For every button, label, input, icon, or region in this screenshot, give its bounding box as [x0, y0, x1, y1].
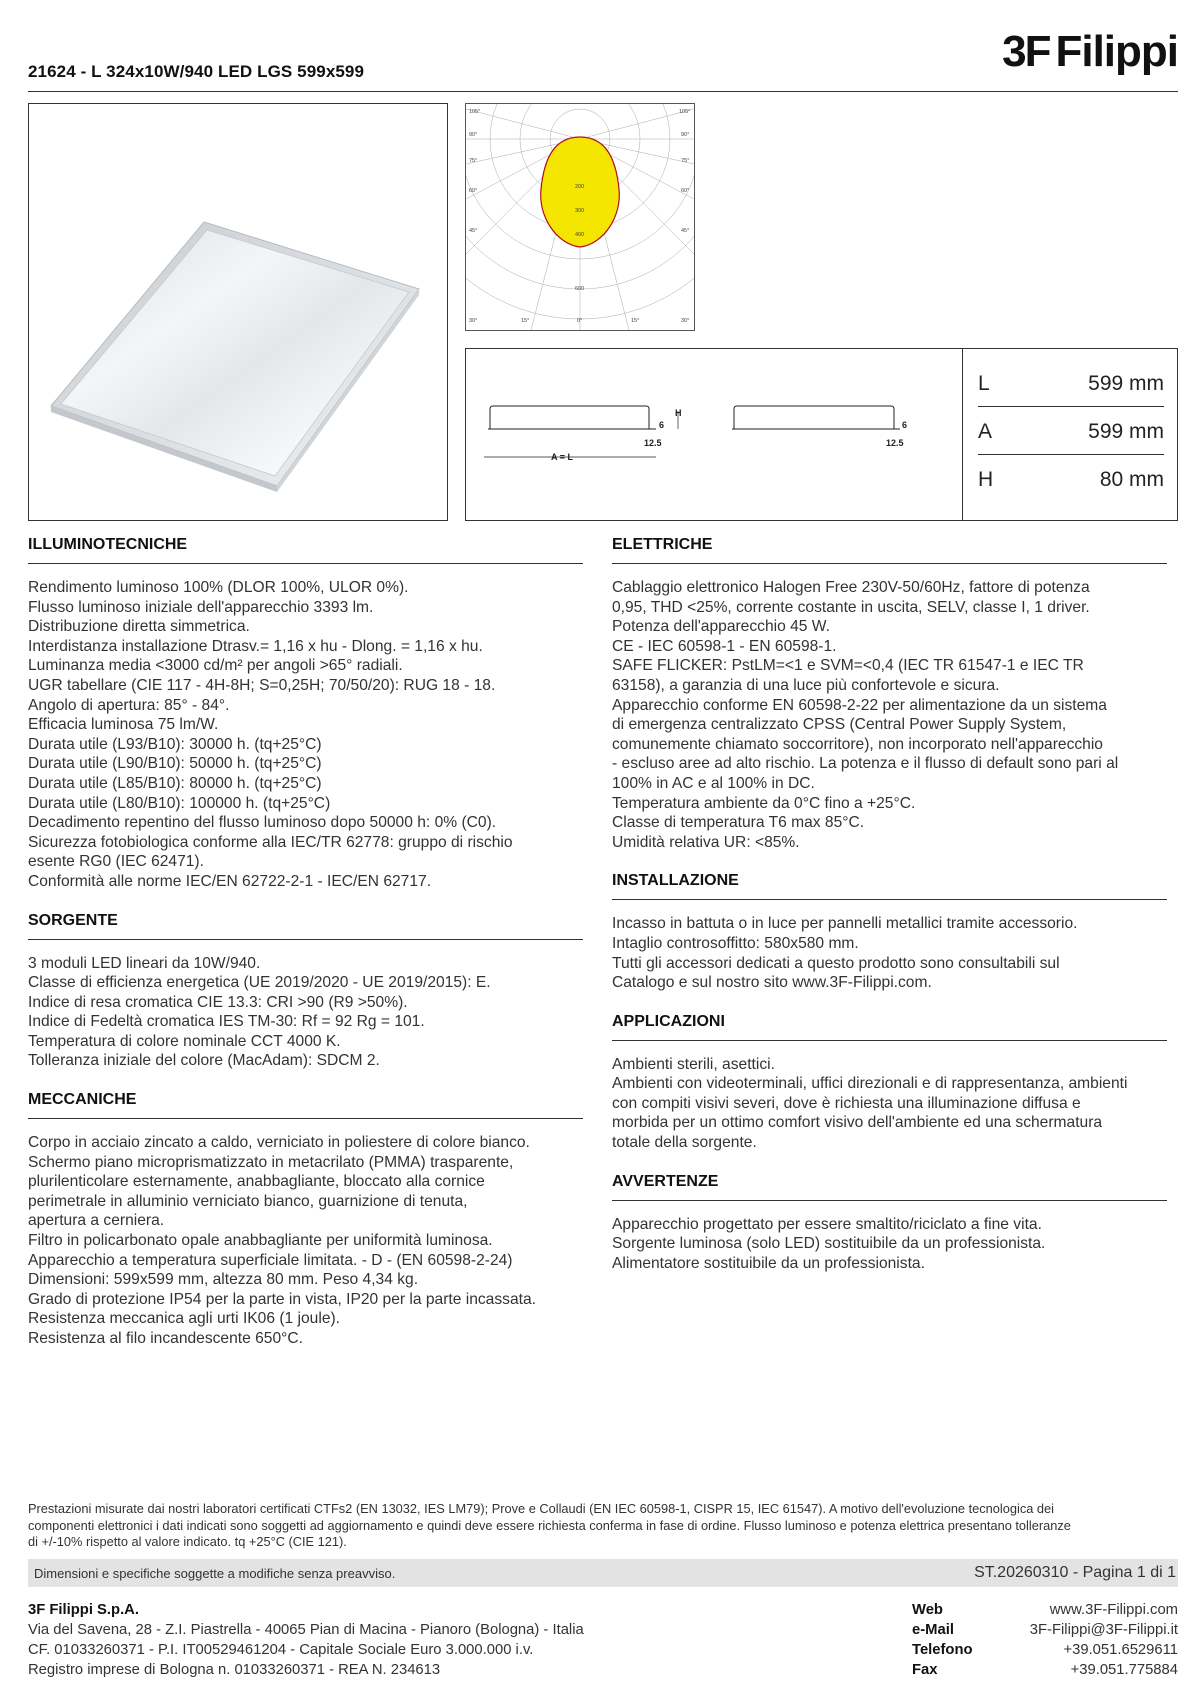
section-title: AVVERTENZE	[612, 1167, 1167, 1201]
svg-text:60°: 60°	[469, 188, 478, 194]
spec-line: con compiti visivi severi, dove è richiesta una illuminazione diffusa e	[612, 1094, 1081, 1112]
offset-label-left: 12.5	[644, 438, 662, 448]
spec-line: Schermo piano microprismatizzato in metacrilato (PMMA) trasparente,	[28, 1153, 514, 1171]
spec-line: Tutti gli accessori dedicati a questo prodotto sono consultabili sul	[612, 954, 1060, 972]
specs-left-column	[28, 530, 583, 1363]
height-label: H	[675, 408, 682, 418]
spec-line: Angolo di apertura: 85° - 84°.	[28, 696, 230, 714]
section-title: MECCANICHE	[28, 1085, 583, 1119]
section-applicazioni	[612, 1007, 1167, 1153]
spec-line: Apparecchio progettato per essere smaltito/riciclato a fine vita.	[612, 1215, 1042, 1233]
svg-text:45°: 45°	[469, 228, 478, 234]
polar-bottom-labels	[521, 318, 639, 324]
contact-label: Telefono	[912, 1642, 973, 1658]
spec-line: Apparecchio conforme EN 60598-2-22 per alimentazione da un sistema	[612, 696, 1107, 714]
spec-line: Alimentatore sostituibile da un professionista.	[612, 1254, 925, 1272]
spec-line: Indice di resa cromatica CIE 13.3: CRI >90 (R9 >50%).	[28, 993, 408, 1011]
section-title: ELETTRICHE	[612, 530, 1167, 564]
spec-line: Grado di protezione IP54 per la parte in vista, IP20 per la parte incassata.	[28, 1290, 536, 1308]
measurement-footnote	[28, 1501, 1178, 1551]
spec-line: totale della sorgente.	[612, 1134, 757, 1152]
footnote-line: Prestazioni misurate dai nostri laboratori certificati CTFs2 (EN 13032, IES LM79); Prove e Collaudi (EN IEC 60598-1, CISPR 15, IEC 61547). A motivo dell'evoluzione tecnologica dei	[28, 1501, 1054, 1516]
spec-line: Temperatura ambiente da 0°C fino a +25°C.	[612, 794, 916, 812]
contact-info	[912, 1600, 1178, 1680]
spec-line: Durata utile (L80/B10): 100000 h. (tq+25°C)	[28, 794, 331, 812]
page-info: ST.20260310 - Pagina 1 di 1	[974, 1564, 1176, 1581]
section-avvertenze	[612, 1167, 1167, 1274]
spec-line: Ambienti sterili, asettici.	[612, 1055, 775, 1073]
svg-text:45°: 45°	[681, 228, 690, 234]
section-title: ILLUMINOTECNICHE	[28, 530, 583, 564]
spec-line: Resistenza al filo incandescente 650°C.	[28, 1330, 303, 1347]
spec-line: Incasso in battuta o in luce per pannelli metallici tramite accessorio.	[612, 915, 1078, 933]
spec-line: 63158), a garanzia di una luce più confortevole e sicura.	[612, 676, 1000, 694]
spec-line: Dimensioni: 599x599 mm, altezza 80 mm. Peso 4,34 kg.	[28, 1271, 419, 1289]
spec-line: UGR tabellare (CIE 117 - 4H-8H; S=0,25H; 70/50/20): RUG 18 - 18.	[28, 676, 496, 694]
section-body	[612, 900, 1167, 992]
six-label-right: 6	[902, 420, 908, 430]
section-sorgente	[28, 906, 583, 1072]
spec-line: Decadimento repentino del flusso luminoso dopo 50000 h: 0% (C0).	[28, 814, 497, 832]
contact-label: Web	[912, 1602, 943, 1618]
polar-diagram	[465, 103, 695, 331]
spec-line: CE - IEC 60598-1 - EN 60598-1.	[612, 637, 837, 655]
spec-line: Sicurezza fotobiologica conforme alla IEC/TR 62778: gruppo di rischio	[28, 833, 513, 851]
spec-line: Durata utile (L93/B10): 30000 h. (tq+25°C)	[28, 735, 322, 753]
spec-line: Classe di efficienza energetica (UE 2019/2020 - UE 2019/2015): E.	[28, 974, 491, 992]
company-line: CF. 01033260371 - P.I. IT00529461204 - Capitale Sociale Euro 3.000.000 i.v.	[28, 1642, 534, 1658]
spec-line: Efficacia luminosa 75 lm/W.	[28, 716, 219, 734]
section-body	[612, 1201, 1167, 1274]
disclaimer-bar	[28, 1559, 1178, 1587]
spec-line: Resistenza meccanica agli urti IK06 (1 joule).	[28, 1310, 341, 1328]
contact-row	[912, 1600, 1178, 1620]
section-title: INSTALLAZIONE	[612, 866, 1167, 900]
company-line: Via del Savena, 28 - Z.I. Piastrella - 40065 Pian di Macina - Pianoro (Bologna) - Italia	[28, 1622, 584, 1638]
technical-drawing	[466, 349, 962, 520]
contact-value[interactable]: www.3F-Filippi.com	[1049, 1602, 1178, 1618]
section-illuminotecniche	[28, 530, 583, 892]
section-title: APPLICAZIONI	[612, 1007, 1167, 1041]
svg-text:90°: 90°	[469, 132, 478, 138]
polar-right-labels	[679, 109, 690, 324]
spec-line: Classe di temperatura T6 max 85°C.	[612, 814, 865, 832]
section-body	[612, 1041, 1167, 1153]
spec-line: SAFE FLICKER: PstLM=<1 e SVM=<0,4 (IEC TR 61547-1 e IEC TR	[612, 657, 1084, 675]
contact-value[interactable]: 3F-Filippi@3F-Filippi.it	[1029, 1622, 1178, 1638]
spec-line: Filtro in policarbonato opale anabbagliante per uniformità luminosa.	[28, 1232, 493, 1250]
section-body	[28, 564, 583, 892]
spec-line: 100% in AC e al 100% in DC.	[612, 774, 815, 792]
spec-line: Durata utile (L85/B10): 80000 h. (tq+25°C)	[28, 774, 322, 792]
light-distribution-curve	[541, 137, 620, 247]
spec-line: Ambienti con videoterminali, uffici direzionali e di rappresentanza, ambienti	[612, 1075, 1128, 1093]
dimension-row: A 599 mm	[978, 407, 1164, 455]
section-title: SORGENTE	[28, 906, 583, 940]
dimensions-table	[978, 359, 1164, 503]
svg-text:15°: 15°	[521, 318, 530, 324]
spec-line: Potenza dell'apparecchio 45 W.	[612, 618, 830, 636]
spec-line: comunemente chiamato soccorritore), non incorporato nell'apparecchio	[612, 735, 1103, 753]
dimension-row: L 599 mm	[978, 359, 1164, 407]
disclaimer-text: Dimensioni e specifiche soggette a modifiche senza preavviso.	[34, 1566, 396, 1581]
width-label: A = L	[551, 452, 573, 462]
svg-text:75°: 75°	[469, 158, 478, 164]
svg-text:30°: 30°	[681, 318, 690, 324]
company-name: 3F Filippi S.p.A.	[28, 1602, 139, 1618]
spec-line: perimetrale in alluminio verniciato bianco, guarnizione di tenuta,	[28, 1192, 468, 1210]
contact-label: e-Mail	[912, 1622, 954, 1638]
section-body	[612, 564, 1167, 852]
svg-text:105°: 105°	[469, 109, 481, 115]
spec-line: esente RG0 (IEC 62471).	[28, 853, 204, 871]
spec-line: 0,95, THD <25%, corrente costante in uscita, SELV, classe I, 1 driver.	[612, 598, 1090, 616]
specs-right-column	[612, 530, 1167, 1287]
svg-text:60°: 60°	[681, 188, 690, 194]
spec-line: Catalogo e sul nostro sito www.3F-Filippi.com.	[612, 974, 932, 992]
company-line: Registro imprese di Bologna n. 01033260371 - REA N. 234613	[28, 1662, 441, 1678]
product-title: 21624 - L 324x10W/940 LED LGS 599x599	[28, 62, 365, 81]
spec-line: Conformità alle norme IEC/EN 62722-2-1 - IEC/EN 62717.	[28, 872, 432, 890]
spec-line: 3 moduli LED lineari da 10W/940.	[28, 954, 261, 972]
polar-left-labels	[469, 109, 480, 324]
section-meccaniche	[28, 1085, 583, 1349]
svg-text:105°: 105°	[679, 109, 691, 115]
spec-line: Umidità relativa UR: <85%.	[612, 833, 800, 851]
svg-text:90°: 90°	[681, 132, 690, 138]
contact-row	[912, 1660, 1178, 1680]
footnote-line: componenti elettronici i dati indicati sono soggetti ad aggiornamento e quindi deve essere richiesta conferma in fase di ordine. Flusso luminoso e potenza elettrica presentano tolleranze	[28, 1517, 1071, 1533]
spec-line: Intaglio controsoffitto: 580x580 mm.	[612, 934, 859, 952]
logo-wordmark: Filippi	[1055, 27, 1178, 76]
spec-line: di emergenza centralizzato CPSS (Central Power Supply System,	[612, 716, 1067, 734]
svg-text:300: 300	[575, 208, 585, 214]
product-photo	[28, 103, 448, 521]
spec-line: Temperatura di colore nominale CCT 4000 K.	[28, 1032, 341, 1050]
spec-line: Cablaggio elettronico Halogen Free 230V-50/60Hz, fattore di potenza	[612, 579, 1090, 596]
contact-label: Fax	[912, 1662, 938, 1678]
dimensions-divider	[962, 349, 963, 520]
brand-logo	[1002, 28, 1178, 76]
offset-label-right: 12.5	[886, 438, 904, 448]
svg-text:200: 200	[575, 184, 585, 190]
footnote-line: di +/-10% rispetto al valore indicato. tq +25°C (CIE 121).	[28, 1534, 347, 1549]
spec-line: Apparecchio a temperatura superficiale limitata. - D - (EN 60598-2-24)	[28, 1251, 513, 1269]
svg-text:30°: 30°	[469, 318, 478, 324]
dimension-row: H 80 mm	[978, 468, 1164, 491]
contact-value: +39.051.6529611	[1063, 1642, 1178, 1658]
logo-mark: 3F	[1002, 27, 1050, 76]
spec-line: plurilenticolare esternamente, anabbagliante, bloccato alla cornice	[28, 1173, 485, 1191]
spec-line: - escluso aree ad alto rischio. La potenza e il flusso di default sono pari al	[612, 755, 1119, 773]
spec-line: Distribuzione diretta simmetrica.	[28, 618, 250, 636]
page-header	[28, 28, 1178, 92]
svg-text:400: 400	[575, 232, 585, 238]
svg-text:0°: 0°	[577, 318, 583, 324]
spec-line: Interdistanza installazione Dtrasv.= 1,16 x hu - Dlong. = 1,16 x hu.	[28, 637, 483, 655]
section-installazione	[612, 866, 1167, 992]
svg-text:75°: 75°	[681, 158, 690, 164]
contact-row	[912, 1620, 1178, 1640]
spec-line: Flusso luminoso iniziale dell'apparecchio 3393 lm.	[28, 598, 374, 616]
led-panel-image	[29, 104, 447, 520]
contact-value: +39.051.775884	[1070, 1662, 1178, 1678]
spec-line: morbida per un ottimo comfort visivo dell'ambiente ed una schermatura	[612, 1114, 1103, 1132]
section-elettriche	[612, 530, 1167, 852]
spec-line: Sorgente luminosa (solo LED) sostituibile da un professionista.	[612, 1235, 1046, 1253]
six-label-left: 6	[659, 420, 665, 430]
company-info	[28, 1600, 728, 1680]
spec-line: Luminanza media <3000 cd/m² per angoli >65° radiali.	[28, 657, 403, 675]
spec-line: Tolleranza iniziale del colore (MacAdam): SDCM 2.	[28, 1052, 380, 1070]
spec-line: Durata utile (L90/B10): 50000 h. (tq+25°C)	[28, 755, 322, 773]
svg-text:600: 600	[575, 286, 585, 292]
spec-line: Indice di Fedeltà cromatica IES TM-30: Rf = 92 Rg = 101.	[28, 1013, 425, 1031]
section-body	[28, 1119, 583, 1349]
spec-line: Rendimento luminoso 100% (DLOR 100%, ULOR 0%).	[28, 579, 409, 596]
dimensions-box	[465, 348, 1178, 521]
contact-row	[912, 1640, 1178, 1660]
spec-line: Corpo in acciaio zincato a caldo, verniciato in poliestere di colore bianco.	[28, 1134, 530, 1152]
svg-text:15°: 15°	[631, 318, 640, 324]
spec-line: apertura a cerniera.	[28, 1212, 165, 1230]
section-body	[28, 940, 583, 1072]
